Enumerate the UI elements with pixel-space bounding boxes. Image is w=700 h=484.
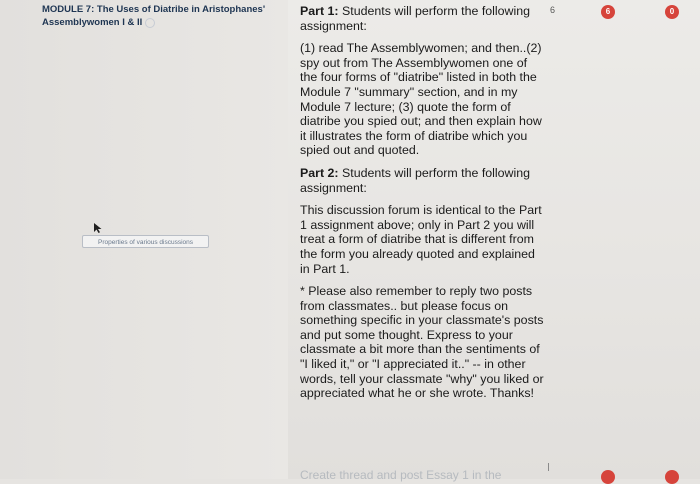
- part1-body: (1) read The Assemblywomen; and then..(2) spy out from The Assemblywomen one of the four forms of "diatribe" listed in both the Module 7 "summary" section, and in my Module 7 lecture; (3) quote the form of diatribe you spied out; and then explain how it illustrates the form of diatribe which you spied out and quoted.: [300, 41, 542, 158]
- part2-body: This discussion forum is identical to the Part 1 assignment above; only in Part 2 you will treat a form of diatribe that is different from the form you already quoted and explained in Part 1.: [300, 203, 542, 276]
- divider-tick: [548, 463, 549, 471]
- part2-intro: Students will perform the following assignment:: [300, 165, 531, 195]
- part1-label: Part 1:: [300, 4, 339, 18]
- part1-heading: [300, 4, 545, 33]
- page-number: 6: [550, 5, 556, 15]
- left-column: [0, 0, 288, 479]
- part1-intro: Students will perform the following assignment:: [300, 4, 531, 33]
- part2-heading: [300, 166, 545, 195]
- module-title-line1: MODULE 7: The Uses of Diatribe in Aristophanes': [42, 4, 266, 15]
- mouse-cursor-icon: [93, 222, 103, 234]
- module-title[interactable]: [42, 3, 282, 29]
- part2-label: Part 2:: [300, 165, 339, 180]
- assignment-content: [300, 4, 545, 409]
- properties-button[interactable]: Properties of various discussions: [82, 235, 209, 248]
- zero-badge-bottom: [665, 470, 679, 484]
- notification-badge[interactable]: 6: [601, 5, 615, 19]
- notification-badge-bottom: [601, 470, 615, 484]
- module-title-line2: Assemblywomen I & II: [42, 17, 143, 28]
- completion-check-icon[interactable]: [145, 18, 155, 28]
- faded-thread-link[interactable]: Create thread and post Essay 1 in the: [300, 468, 502, 482]
- zero-badge[interactable]: 0: [665, 5, 679, 19]
- reply-note: * Please also remember to reply two posts from classmates.. but please focus on something specific in your classmate's posts and put some thought. Express to your classmate a bit more than the sentiments of "I liked it," or "I appreciated it.." -- in other words, tell your classmate "why" you liked or appreciated what he or she wrote. Thanks!: [300, 284, 544, 401]
